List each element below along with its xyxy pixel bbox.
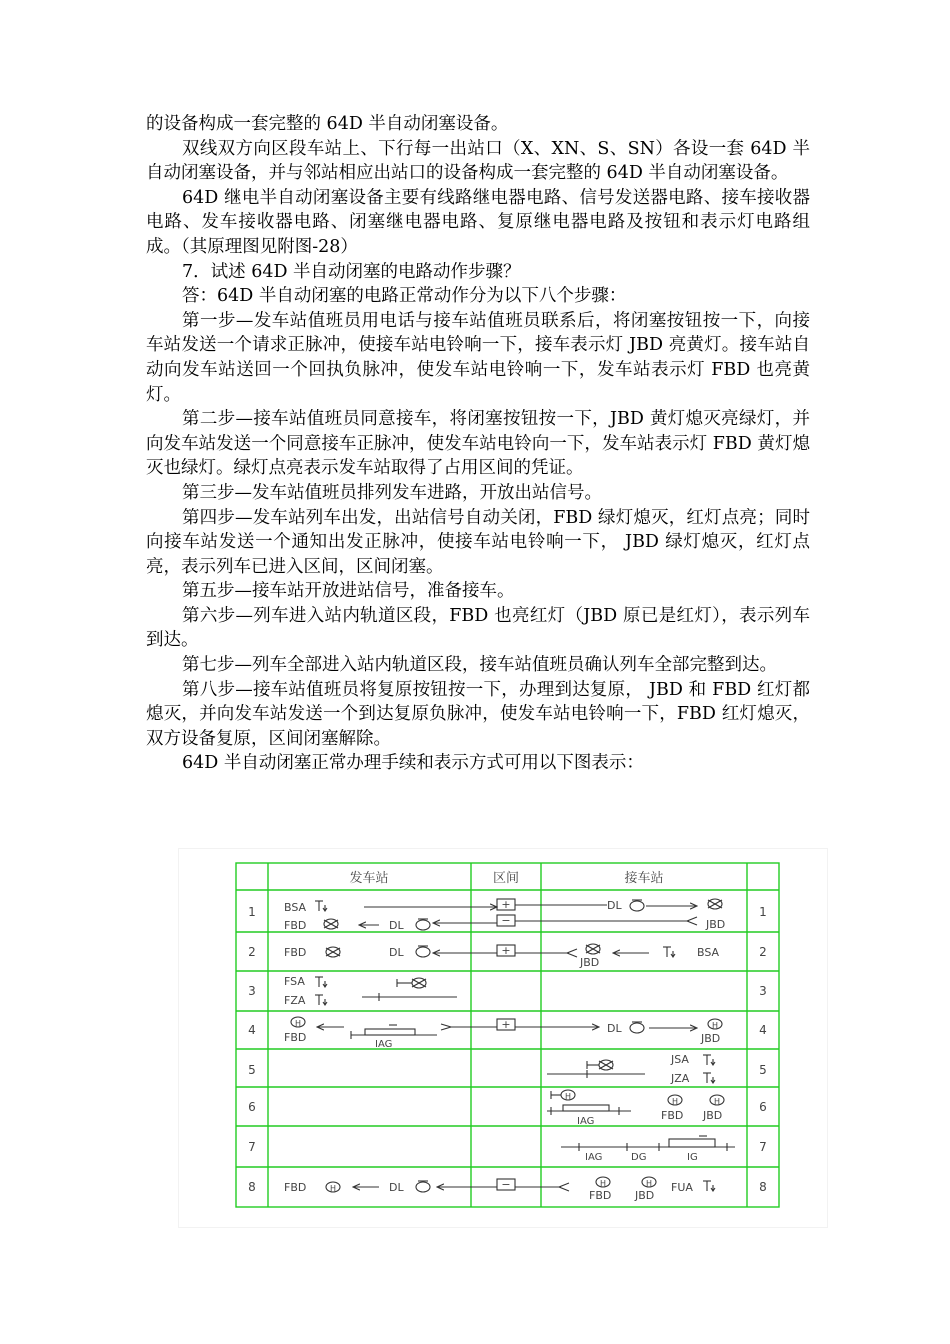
row-step-6	[547, 1090, 724, 1127]
signal-lamp-icon	[599, 1060, 613, 1070]
label-dl: DL	[607, 1022, 622, 1035]
lamp-icon	[586, 944, 600, 954]
lamp-icon	[708, 1019, 722, 1030]
lamp-red-mark: H	[711, 1021, 719, 1030]
button-icon	[315, 977, 327, 987]
paragraph: 双线双方向区段车站上、下行每一出站口（X、XN、S、SN）各设一套 64D 半自动闭塞设备，并与邻站相应出站口的设备构成一套完整的 64D 半自动闭塞设备。	[146, 138, 810, 184]
step-number-left: 7	[248, 1140, 256, 1154]
positive-pulse-sign: +	[501, 1018, 511, 1031]
label-jbd: JBD	[701, 1032, 721, 1045]
label-jbd: JBD	[580, 956, 600, 969]
row-step-1	[284, 898, 725, 932]
step-paragraph: 第六步—列车进入站内轨道区段，FBD 也亮红灯（JBD 原已是红灯），表示列车到达。	[146, 605, 810, 651]
lamp-red-mark: H	[329, 1184, 337, 1193]
lamp-icon	[668, 1095, 682, 1106]
label-fbd: FBD	[284, 1181, 307, 1194]
lamp-icon	[326, 947, 340, 957]
lamp-red-mark: H	[294, 1019, 302, 1028]
label-fbd: FBD	[589, 1189, 612, 1202]
label-jbd: JBD	[635, 1189, 655, 1202]
track-occupied-box	[669, 1139, 715, 1147]
button-icon	[315, 995, 327, 1005]
lamp-red-mark: H	[645, 1179, 653, 1188]
row-step-3	[284, 975, 457, 1007]
label-dl: DL	[389, 919, 404, 932]
label-fza: FZA	[284, 994, 306, 1007]
bell-icon	[630, 900, 644, 911]
label-jsa: JSA	[671, 1053, 689, 1066]
negative-pulse-sign: −	[501, 914, 511, 927]
signal-lamp-icon	[561, 1090, 575, 1101]
lamp-icon	[708, 899, 722, 909]
step-number-left: 1	[248, 905, 256, 919]
question-heading: 7．试述 64D 半自动闭塞的电路动作步骤？	[182, 261, 521, 282]
track-occupied-box	[563, 1105, 609, 1111]
paragraph: 的设备构成一套完整的 64D 半自动闭塞设备。	[146, 114, 509, 134]
label-ig: IG	[687, 1152, 698, 1163]
negative-pulse-sign: −	[501, 1178, 511, 1191]
answer-intro: 答：64D 半自动闭塞的电路正常动作分为以下八个步骤：	[182, 286, 627, 307]
label-bsa: BSA	[697, 946, 720, 959]
label-dl: DL	[607, 899, 622, 912]
step-number-left: 8	[248, 1180, 256, 1194]
lamp-icon	[596, 1177, 610, 1188]
step-number-left: 2	[248, 945, 256, 959]
step-number-right: 2	[759, 945, 767, 959]
bell-icon	[416, 1181, 430, 1192]
lamp-icon	[326, 1182, 340, 1193]
button-icon	[703, 1181, 715, 1191]
label-bsa: BSA	[284, 901, 307, 914]
bell-icon	[416, 919, 430, 930]
header-section: 区间	[492, 871, 520, 886]
label-iag: IAG	[375, 1039, 393, 1050]
label-fbd: FBD	[284, 919, 307, 932]
label-jbd: JBD	[706, 918, 726, 931]
label-fbd: FBD	[284, 1031, 307, 1044]
step-number-left: 5	[248, 1063, 256, 1077]
label-iag: IAG	[585, 1152, 603, 1163]
figure-caption: 64D 半自动闭塞正常办理手续和表示方式可用以下图表示：	[182, 753, 644, 774]
button-icon	[703, 1073, 715, 1083]
label-fbd: FBD	[661, 1109, 684, 1122]
row-step-8	[284, 1177, 715, 1202]
lamp-red-mark: H	[599, 1179, 607, 1188]
row-step-2	[284, 944, 720, 969]
label-jza: JZA	[671, 1072, 690, 1085]
lamp-icon	[291, 1017, 305, 1028]
label-jbd: JBD	[703, 1109, 723, 1122]
button-icon	[315, 901, 327, 911]
label-fbd: FBD	[284, 946, 307, 959]
lamp-icon	[710, 1095, 724, 1106]
row-step-5	[547, 1053, 715, 1085]
button-icon	[703, 1055, 715, 1065]
positive-pulse-sign: +	[501, 898, 511, 911]
step-paragraph: 第二步—接车站值班员同意接车，将闭塞按钮按一下，JBD 黄灯熄灭亮绿灯，并向发车站发送一个同意接车正脉冲，使发车站电铃向一下，发车站表示灯 FBD 黄灯熄灭也绿灯。绿灯点亮表示发车站取得了占用区间的凭证。	[146, 409, 810, 479]
step-paragraph: 第七步—列车全部进入站内轨道区段，接车站值班员确认列车全部完整到达。	[182, 655, 777, 676]
row-step-4	[284, 1017, 722, 1050]
step-number-left: 6	[248, 1100, 256, 1114]
step-number-right: 8	[759, 1180, 767, 1194]
step-number-right: 7	[759, 1140, 767, 1154]
step-paragraph: 第八步—接车站值班员将复原按钮按一下，办理到达复原， JBD 和 FBD 红灯都熄灭，并向发车站发送一个到达复原负脉冲，使发车站电铃响一下，FBD 红灯熄灭，双方设备复原，区间闭塞解除。	[146, 679, 810, 749]
signal-lamp-icon	[412, 978, 426, 988]
label-fua: FUA	[671, 1181, 693, 1194]
body-text	[146, 112, 810, 776]
paragraph: 64D 继电半自动闭塞设备主要有线路继电器电路、信号发送器电路、接车接收器电路、发车接收器电路、闭塞继电器电路、复原继电器电路及按钮和表示灯电路组成。（其原理图见附图-28）	[146, 187, 810, 257]
label-dg: DG	[631, 1152, 647, 1163]
label-dl: DL	[389, 946, 404, 959]
step-number-left: 3	[248, 984, 256, 998]
step-number-right: 1	[759, 905, 767, 919]
track-occupied-box	[365, 1029, 415, 1035]
label-dl: DL	[389, 1181, 404, 1194]
lamp-icon	[324, 919, 338, 929]
step-number-right: 6	[759, 1100, 767, 1114]
step-number-right: 4	[759, 1023, 767, 1037]
step-paragraph: 第三步—发车站值班员排列发车进路，开放出站信号。	[182, 482, 602, 503]
button-icon	[663, 947, 675, 957]
label-fsa: FSA	[284, 975, 305, 988]
row-step-7	[561, 1136, 735, 1163]
lamp-icon	[642, 1177, 656, 1188]
header-receive-station: 接车站	[624, 871, 664, 886]
diagram-svg	[179, 849, 827, 1227]
bell-icon	[416, 946, 430, 957]
lamp-red-mark: H	[564, 1092, 572, 1101]
step-paragraph: 第五步—接车站开放进站信号，准备接车。	[182, 581, 515, 602]
step-number-right: 3	[759, 984, 767, 998]
step-paragraph: 第四步—发车站列车出发，出站信号自动关闭，FBD 绿灯熄灭，红灯点亮；同时向接车站发送一个通知出发正脉冲，使接车站电铃响一下， JBD 绿灯熄灭，红灯点亮，表示列车已进入区间，区间闭塞。	[146, 507, 810, 577]
step-paragraph: 第一步—发车站值班员用电话与接车站值班员联系后，将闭塞按钮按一下，向接车站发送一个请求正脉冲，使接车站电铃响一下，接车表示灯 JBD 亮黄灯。接车站自动向发车站送回一个回执负脉冲，使发车站电铃响一下，发车站表示灯 FBD 也亮黄灯。	[146, 310, 810, 405]
lamp-red-mark: H	[671, 1097, 679, 1106]
bell-icon	[630, 1022, 644, 1033]
step-number-left: 4	[248, 1023, 256, 1037]
label-iag: IAG	[577, 1116, 595, 1127]
lamp-red-mark: H	[713, 1097, 721, 1106]
step-number-right: 5	[759, 1063, 767, 1077]
blocking-procedure-diagram	[178, 848, 828, 1228]
positive-pulse-sign: +	[501, 944, 511, 957]
header-depart-station: 发车站	[349, 871, 389, 886]
